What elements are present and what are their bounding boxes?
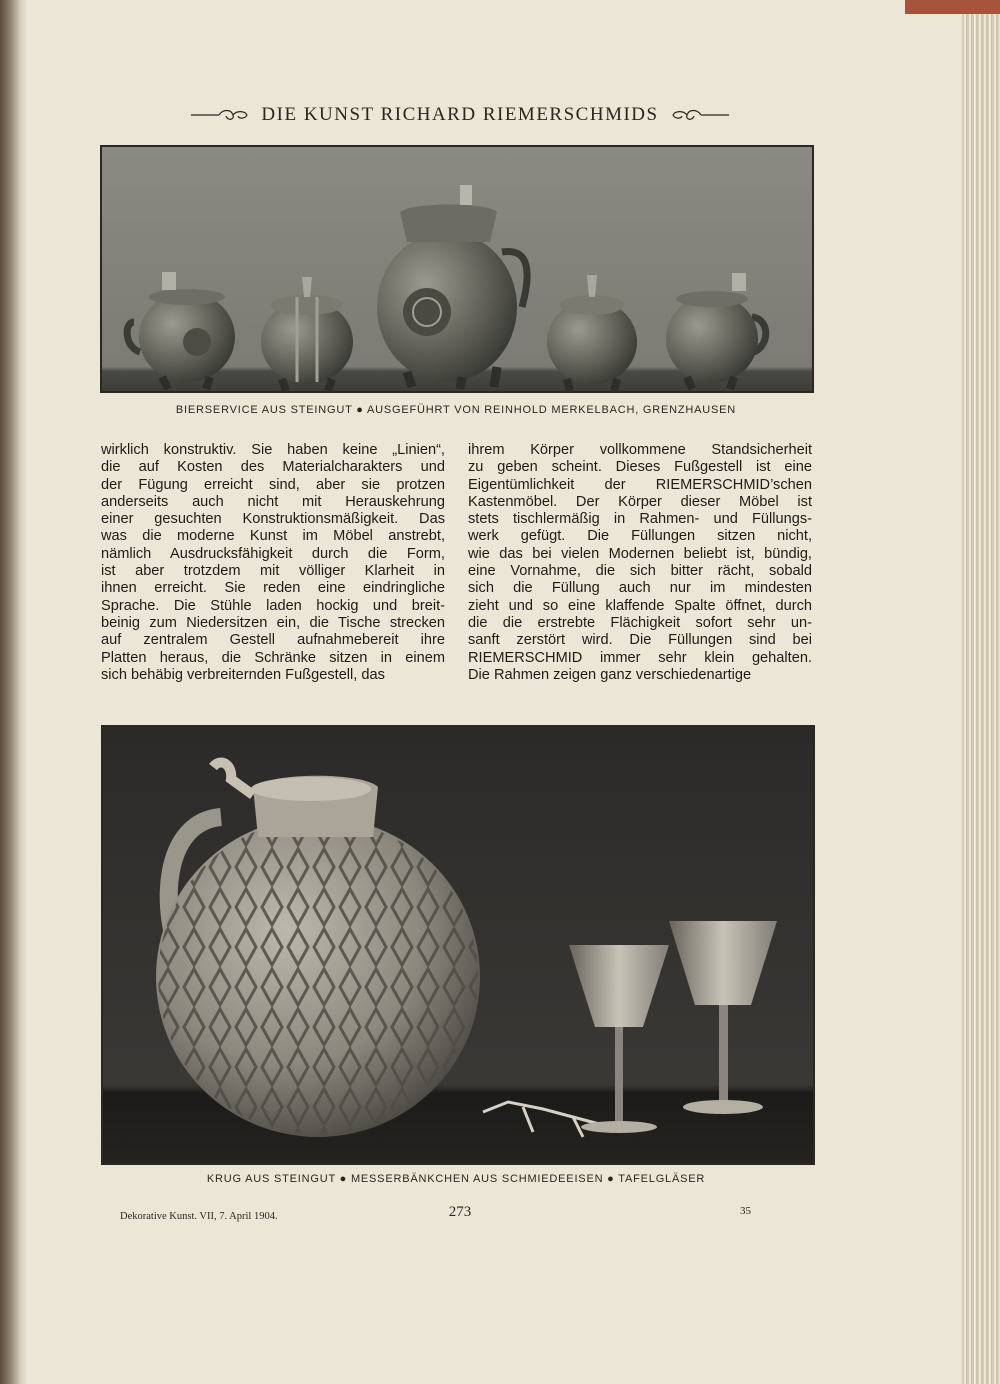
book-binding (0, 0, 26, 1384)
text-line: ihnen erreicht. Sie reden eine eindringliche (101, 580, 445, 597)
text-line: einer gesuchten Konstruktionsmäßigkeit. Das (101, 511, 445, 528)
text-line: sanft zerstört wird. Die Füllungen sind bei (468, 632, 812, 649)
text-line: zieht und so eine klaffende Spalte öffnet, durch (468, 597, 812, 614)
text-line: RIEMERSCHMID immer sehr klein gehalten. (468, 649, 812, 666)
text-line: der Fügung erreicht sind, aber sie protzen (101, 476, 445, 493)
text-line: Eigentümlichkeit der RIEMERSCHMID’schen (468, 476, 812, 493)
text-line: wie das bei vielen Modernen beliebt ist, bündig, (468, 545, 812, 562)
text-line: wirklich konstruktiv. Sie haben keine „Linien“, (101, 442, 445, 458)
text-line: ist aber trotzdem mit völliger Klarheit in (101, 563, 445, 580)
text-line: auf zentralem Gestell aufnahmebereit ihre (101, 632, 445, 649)
jug-and-glasses-photo (101, 725, 815, 1165)
cover-edge (905, 0, 1000, 14)
text-line: Sprache. Die Stühle laden hockig und breit- (101, 597, 445, 614)
left-text-column (101, 442, 445, 684)
bottom-figure-caption: KRUG AUS STEINGUT ● MESSERBÄNKCHEN AUS SCHMIEDEEISEN ● TAFELGLÄSER (206, 1173, 706, 1185)
beer-service-photo (100, 145, 814, 393)
text-line: die auf Kosten des Materialcharakters und (101, 459, 445, 476)
top-figure-caption: BIERSERVICE AUS STEINGUT ● AUSGEFÜHRT VON REINHOLD MERKELBACH, GRENZHAUSEN (175, 404, 737, 416)
text-line: ihrem Körper vollkommene Standsicherheit (468, 442, 812, 458)
text-line: stets tischlermäßig in Rahmen- und Füllungs- (468, 511, 812, 528)
running-header (180, 100, 740, 130)
text-line: werk gefügt. Die Füllungen sitzen nicht, (468, 528, 812, 545)
text-line: beinig zum Niedersitzen ein, die Tische strecken (101, 614, 445, 631)
page-number: 273 (448, 1204, 472, 1220)
text-line: Die Rahmen zeigen ganz verschiedenartige (468, 666, 752, 683)
right-ornament-icon (671, 105, 731, 125)
text-line: zu geben scheint. Dieses Fußgestell ist eine (468, 459, 812, 476)
text-line: sich die Füllung auch nur im mindesten (468, 580, 812, 597)
signature-mark: 35 (740, 1205, 751, 1217)
page-edges (962, 0, 1000, 1384)
text-line: nämlich Ausdrucksfähigkeit durch die Form, (101, 545, 445, 562)
right-text-column (468, 442, 812, 684)
text-line: anderseits auch nicht mit Herauskehrung (101, 493, 445, 510)
text-line: Kastenmöbel. Der Körper dieser Möbel ist (468, 493, 812, 510)
text-line: was die moderne Kunst im Möbel anstrebt, (101, 528, 445, 545)
left-ornament-icon (189, 105, 249, 125)
header-title: DIE KUNST RICHARD RIEMERSCHMIDS (261, 104, 659, 125)
journal-footer: Dekorative Kunst. VII, 7. April 1904. (120, 1211, 278, 1222)
text-line: die die erstrebte Flächigkeit sofort sehr un- (468, 614, 812, 631)
text-line: sich behäbig verbreiternden Fußgestell, das (101, 666, 385, 683)
text-line: Platten heraus, die Schränke sitzen in einem (101, 649, 445, 666)
text-line: eine Vornahme, die sich bitter rächt, sobald (468, 563, 812, 580)
